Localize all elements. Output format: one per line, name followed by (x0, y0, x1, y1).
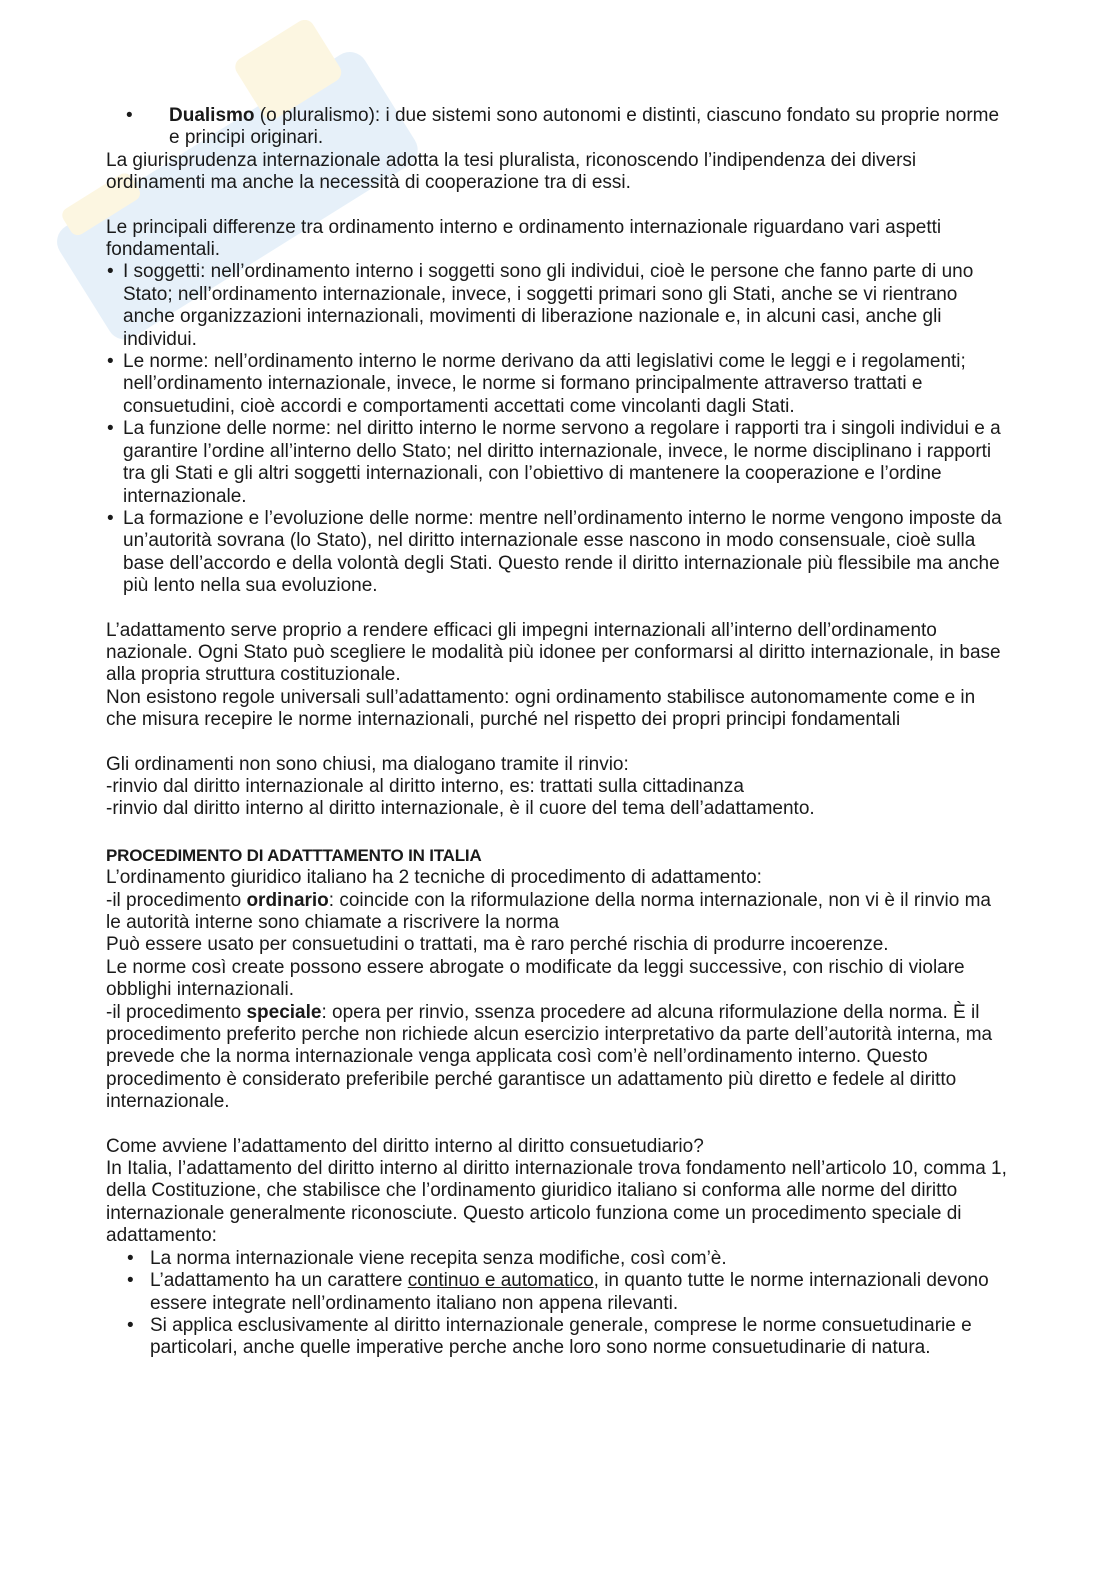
list-item: • Le norme: nell’ordinamento interno le norme derivano da atti legislativi come le leggi e i regolamenti; nell’ordinamento internazionale, invece, le norme si formano principalmente attraverso trattati e consuetudini, cioè accordi e comportamenti accettati come vincolanti dagli Stati. (107, 351, 966, 417)
term-speciale: speciale (246, 1001, 322, 1023)
underlined-phrase: continuo e automatico (407, 1270, 594, 1292)
term-ordinario: ordinario (246, 889, 329, 911)
paragraph-regole: Non esistono regole universali sull’adattamento: ogni ordinamento stabilisce autonomamente come e in che misura recepire le norme internazionali, purché nel rispetto dei propri principi fondamentali (106, 686, 976, 731)
paragraph-differenze: Le principali differenze tra ordinamento interno e ordinamento internazionale riguardano vari aspetti fondamentali. (106, 216, 942, 261)
bullet-marker: • (107, 418, 114, 440)
dualism-item (106, 105, 1011, 150)
paragraph-domanda: Come avviene l’adattamento del diritto interno al diritto consuetudiario? (106, 1135, 704, 1157)
list-item: • L’adattamento ha un carattere continuo e automatico, in quanto tutte le norme internazionali devono essere integrate nell’ordinamento italiano non appena rilevanti. (127, 1270, 989, 1314)
paragraph-speciale: -il procedimento speciale: opera per rinvio, ssenza procedere ad alcuna riformulazione della norma. È il procedimento preferito perche non richiede alcun esercizio interpretativo da parte dell’autorità interna, ma prevede che la norma internazionale venga applicata così com’è nell’ordinamento interno. Questo procedimento è considerato preferibile perché garantisce un adattamento più diretto e fedele al diritto internazionale. (106, 1001, 993, 1113)
paragraph-rinvio-1: -rinvio dal diritto internazionale al diritto interno, es: trattati sulla cittadinanza (106, 775, 744, 797)
document-page (106, 105, 1011, 1360)
list-item: • La norma internazionale viene recepita senza modifiche, così com’è. (127, 1247, 727, 1269)
list-item: • La funzione delle norme: nel diritto interno le norme servono a regolare i rapporti tra i singoli individui e a garantire l’ordine all’interno dello Stato; nel diritto internazionale, invece, le norme disciplinano i rapporti tra gli Stati e gli altri soggetti internazionali, con l’obiettivo di mantenere la cooperazione e l’ordine internazionale. (107, 418, 1001, 507)
bullet-marker: • (126, 105, 133, 126)
differences-list (106, 261, 1011, 597)
bullet-marker: • (127, 1247, 134, 1269)
list-item: • I soggetti: nell’ordinamento interno i soggetti sono gli individui, cioè le persone che fanno parte di uno Stato; nell’ordinamento internazionale, invece, i soggetti primari sono gli Stati, anche se vi rientrano anche organizzazioni internazionali, movimenti di liberazione nazionale e, in alcuni casi, anche gli individui. (107, 261, 974, 350)
paragraph-ordinario: -il procedimento ordinario: coincide con la riformulazione della norma internazionale, non vi è il rinvio ma le autorità interne sono chiamate a riscrivere la norma (106, 889, 991, 933)
list-item: • La formazione e l’evoluzione delle norme: mentre nell’ordinamento interno le norme vengono imposte da un’autorità sovrana (lo Stato), nel diritto internazionale esse nascono in modo consensuale, cioè sulla base dell’accordo e della volontà degli Stati. Questo rende il diritto internazionale più flessibile ma anche più lento nella sua evoluzione. (107, 507, 1002, 597)
list-item: • Si applica esclusivamente al diritto internazionale generale, comprese le norme consuetudinarie e particolari, anche quelle imperative perche anche loro sono norme consuetudinarie di natura. (127, 1314, 972, 1359)
paragraph-italia: In Italia, l’adattamento del diritto interno al diritto internazionale trova fondamento nell’articolo 10, comma 1, della Costituzione, che stabilisce che l’ordinamento giuridico italiano si conforma alle norme del diritto internazionale generalmente riconosciute. Questo articolo funziona come un procedimento speciale di adattamento: (106, 1158, 1007, 1247)
paragraph-giurisprudenza: La giurisprudenza internazionale adotta la tesi pluralista, riconoscendo l’indipendenza dei diversi ordinamenti ma anche la necessità di cooperazione tra di essi. (106, 149, 917, 194)
dualism-text: (o pluralismo): i due sistemi sono autonomi e distinti, ciascuno fondato su proprie norme e principi originari. (169, 105, 1000, 149)
paragraph-tecniche: L’ordinamento giuridico italiano ha 2 tecniche di procedimento di adattamento: (106, 867, 762, 889)
section-heading: PROCEDIMENTO DI ADATTTAMENTO IN ITALIA (106, 845, 482, 865)
bullet-marker: • (127, 1314, 134, 1336)
paragraph-consuetudini: Può essere usato per consuetudini o trattati, ma è raro perché rischia di produrre incoerenze. (106, 934, 889, 956)
bullet-marker: • (127, 1270, 134, 1292)
paragraph-rinvio-intro: Gli ordinamenti non sono chiusi, ma dialogano tramite il rinvio: (106, 753, 629, 775)
paragraph-rinvio-2: -rinvio dal diritto interno al diritto internazionale, è il cuore del tema dell’adattamento. (106, 798, 815, 820)
paragraph-abrogate: Le norme così create possono essere abrogate o modificate da leggi successive, con rischio di violare obblighi internazionali. (106, 956, 965, 1001)
bullet-marker: • (107, 261, 114, 283)
dualism-term: Dualismo (169, 105, 255, 126)
characteristics-list (106, 1248, 1011, 1360)
bullet-marker: • (107, 351, 114, 373)
paragraph-adattamento: L’adattamento serve proprio a rendere efficaci gli impegni internazionali all’interno dell’ordinamento nazionale. Ogni Stato può scegliere le modalità più idonee per conformarsi al diritto internazionale, in base alla propria struttura costituzionale. (106, 619, 1001, 686)
bullet-marker: • (107, 507, 114, 529)
